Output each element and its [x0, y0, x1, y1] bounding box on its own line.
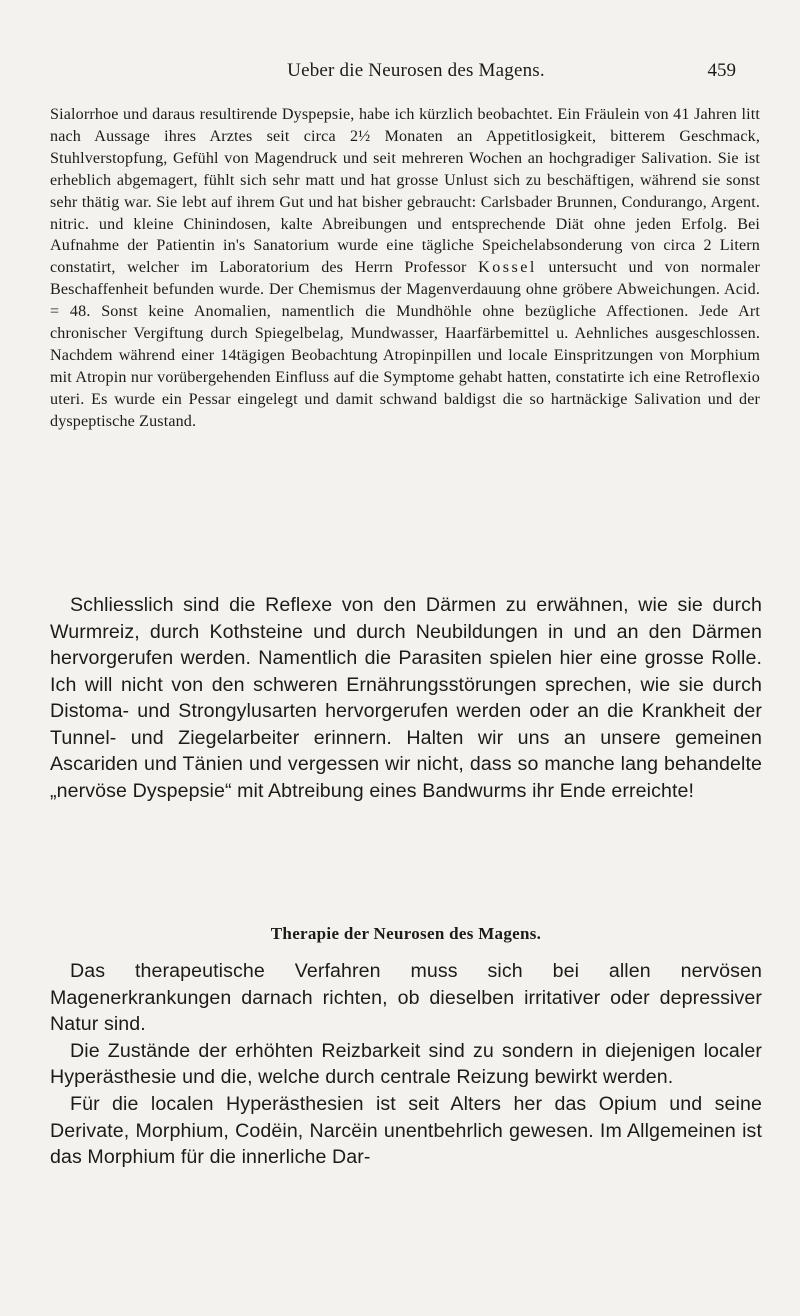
page-number: 459: [707, 60, 736, 81]
reflex-paragraph: [50, 592, 762, 804]
running-title: Ueber die Neurosen des Magens.: [287, 60, 545, 81]
therapy-paragraph-3: Für die localen Hyperästhesien ist seit Alters her das Opium und seine Derivate, Morphium, Codëin, Narcëin unentbehrlich gewesen. Im Allgemeinen ist das Morphium für die innerliche Dar-: [50, 1092, 762, 1169]
running-head: [96, 58, 736, 88]
case-report-text-1: Sialorrhoe und daraus resultirende Dyspepsie, habe ich kürzlich beobachtet. Ein Fräulein von 41 Jahren litt nach Aussage ihres Arztes seit circa 2½ Monaten an Appetitlosigkeit, bitterem Geschmack, Stuhlverstopfung, Gefühl von Magendruck und seit mehreren Wochen an hochgradiger Salivation. Sie ist erheblich abgemagert, fühlt sich sehr matt und hat grosse Unlust sich zu beschäftigen, während sie sonst sehr thätig war. Sie lebt auf ihrem Gut und hat bisher gebraucht: Carlsbader Brunnen, Condurango, Argent. nitric. und kleine Chinindosen, kalte Abreibungen und entsprechende Diät ohne jeden Erfolg. Bei Aufnahme der Patientin in's Sanatorium wurde eine tägliche Speichelabsonderung von circa 2 Litern constatirt, welcher im Laboratorium des Herrn Professor: [50, 106, 760, 277]
case-report-text-2: untersucht und von normaler Beschaffenheit befunden wurde. Der Chemismus der Magenverdauung ohne gröbere Abweichungen. Acid. = 48. Sonst keine Anomalien, namentlich die Mundhöhle ohne bezügliche Affectionen. Jede Art chronischer Vergiftung durch Spiegelbelag, Mundwasser, Haarfärbemittel u. Aehnliches ausgeschlossen. Nachdem während einer 14tägigen Beobachtung Atropinpillen und locale Einspritzungen von Morphium mit Atropin nur vorübergehenden Einfluss auf die Symptome gehabt hatten, constatirte ich eine Retroflexio uteri. Es wurde ein Pessar eingelegt und damit schwand baldigst die so hartnäckige Salivation und der dyspeptische Zustand.: [50, 259, 761, 430]
therapy-paragraph-2: Die Zustände der erhöhten Reizbarkeit sind zu sondern in diejenigen localer Hyperästhesie und die, welche durch centrale Reizung bewirkt werden.: [50, 1039, 762, 1089]
case-report-paragraph: [50, 104, 760, 433]
therapy-paragraph-1: Das therapeutische Verfahren muss sich bei allen nervösen Magenerkrankungen darnach richten, ob dieselben irritativer oder depressiver Natur sind.: [50, 960, 762, 1036]
reflex-paragraph-text: Schliesslich sind die Reflexe von den Därmen zu erwähnen, wie sie durch Wurmreiz, durch Kothsteine und durch Neubildungen in und an den Därmen hervorgerufen werden. Namentlich die Parasiten spielen hier eine grosse Rolle. Ich will nicht von den schweren Ernährungsstörungen sprechen, wie sie durch Distoma- und Strongylusarten hervorgerufen werden oder an die Krankheit der Tunnel- und Ziegelarbeiter erinnern. Halten wir uns an unsere gemeinen Ascariden und Tänien und vergessen wir nicht, dass so manche lang behandelte „nervöse Dyspepsie“ mit Abtreibung eines Bandwurms ihr Ende erreichte!: [50, 594, 762, 802]
therapy-section: [50, 958, 762, 1171]
section-heading: Therapie der Neurosen des Magens.: [270, 924, 542, 943]
professor-name: Kossel: [478, 259, 537, 277]
